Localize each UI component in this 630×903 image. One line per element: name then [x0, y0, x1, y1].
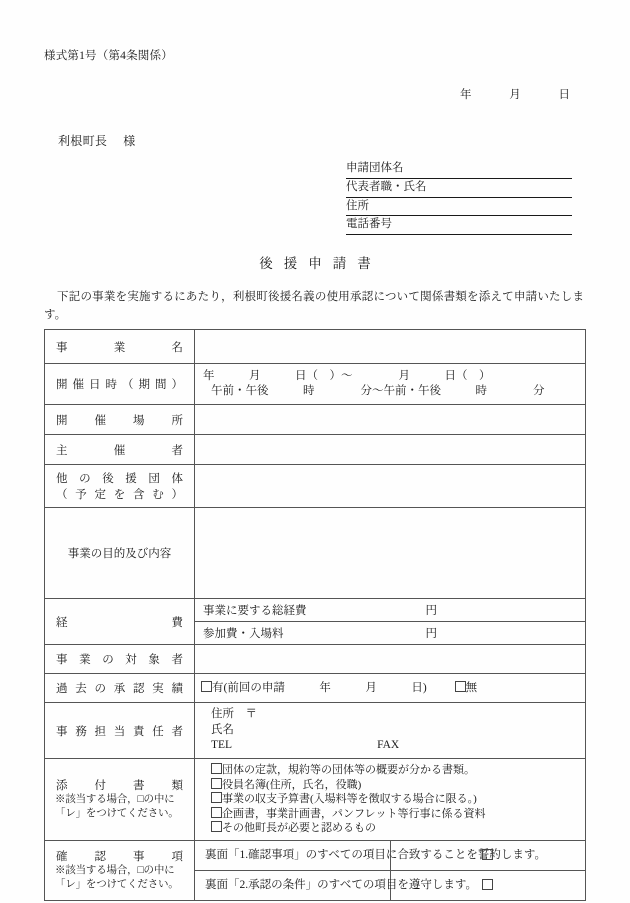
value-purpose[interactable] — [195, 508, 586, 599]
label-cost: 経費 — [45, 599, 195, 645]
table-row-project-name — [45, 330, 586, 364]
applicant-representative-field[interactable]: 代表者職・氏名 — [346, 179, 572, 198]
application-table — [44, 329, 586, 901]
attach-item-label: 団体の定款，規約等の団体等の概要が分かる書類。 — [222, 764, 475, 776]
checkbox-attach-4[interactable] — [211, 807, 222, 818]
table-row-past-record — [45, 674, 586, 703]
list-item[interactable] — [211, 792, 569, 807]
value-datetime[interactable] — [195, 364, 586, 405]
value-target[interactable] — [195, 645, 586, 674]
checkbox-attach-1[interactable] — [211, 763, 222, 774]
staff-name-label: 氏名 — [211, 723, 234, 736]
past-yes-label: 有(前回の申請 年 月 日) — [212, 682, 427, 694]
table-row-datetime — [45, 364, 586, 405]
label-attachments: 添付書類 ※該当する場合，□の中に「レ」をつけてください。 — [45, 759, 195, 841]
past-no-label: 無 — [465, 682, 478, 694]
attach-item-label: 企画書，事業計画書，パンフレット等行事に係る資料 — [222, 807, 486, 820]
label-confirm: 確認事項 ※該当する場合，□の中に「レ」をつけてください。 — [45, 840, 195, 900]
table-row-other-support — [45, 465, 586, 508]
value-cost-total[interactable] — [195, 599, 586, 622]
intro-text: 下記の事業を実施するにあたり，利根町後援名義の使用承認について関係書類を添えて申請いたします。 — [44, 291, 584, 321]
date-month-label: 月 — [509, 89, 521, 101]
checkbox-attach-3[interactable] — [211, 792, 222, 803]
value-attachments[interactable] — [195, 759, 586, 841]
attach-item-label: その他町長が必要と認めるもの — [222, 822, 376, 835]
checkbox-attach-2[interactable] — [211, 778, 222, 789]
attach-item-label: 事業の収支予算書(入場料等を徴収する場合に限る。) — [222, 793, 477, 806]
table-row-confirm-1 — [45, 840, 586, 870]
list-item[interactable] — [211, 778, 569, 793]
form-number: 様式第1号（第4条関係） — [44, 50, 173, 62]
label-datetime: 開催日時（期間） — [45, 364, 195, 405]
value-other-support[interactable] — [195, 465, 586, 508]
cost-fee-label: 参加費・入場料 — [203, 628, 284, 640]
staff-address-label: 住所 〒 — [211, 708, 257, 721]
cost-total-label: 事業に要する総経費 — [203, 605, 307, 617]
datetime-line-1: 年 月 日（ ）～ 月 日（ ） — [203, 370, 491, 382]
applicant-address-field[interactable]: 住所 — [346, 198, 572, 217]
table-row-organizer — [45, 435, 586, 465]
date-day-label: 日 — [558, 89, 570, 101]
addressee-name: 利根町長 — [58, 134, 108, 148]
value-project-name[interactable] — [195, 330, 586, 364]
label-venue: 開催場所 — [45, 405, 195, 435]
addressee-honorific: 様 — [123, 134, 136, 148]
table-row-staff — [45, 703, 586, 759]
value-staff[interactable] — [195, 703, 586, 759]
table-row-target — [45, 645, 586, 674]
label-project-name: 事業名 — [45, 330, 195, 364]
label-organizer: 主催者 — [45, 435, 195, 465]
value-venue[interactable] — [195, 405, 586, 435]
confirm-statement-1: 裏面「1.確認事項」のすべての項目に合致することを誓約します。 — [195, 840, 391, 870]
value-organizer[interactable] — [195, 435, 586, 465]
table-row-purpose — [45, 508, 586, 599]
list-item[interactable] — [211, 807, 569, 822]
label-purpose: 事業の目的及び内容 — [45, 508, 195, 599]
attachment-checkbox-list — [203, 761, 577, 838]
cost-total-unit: 円 — [425, 605, 437, 617]
intro-paragraph — [44, 288, 584, 324]
list-item[interactable] — [211, 821, 569, 836]
checkbox-past-yes[interactable] — [201, 681, 212, 692]
cost-fee-unit: 円 — [425, 628, 437, 640]
document-title: 後援申請書 — [259, 256, 382, 271]
label-target: 事業の対象者 — [45, 645, 195, 674]
value-past-record[interactable] — [195, 674, 586, 703]
staff-fax-label: FAX — [377, 739, 400, 752]
datetime-line-2: 午前・午後 時 分～午前・午後 時 分 — [211, 385, 545, 397]
checkbox-attach-5[interactable] — [211, 821, 222, 832]
list-item[interactable] — [211, 763, 569, 778]
label-other-support: 他の後援団体 （予定を含む） — [45, 465, 195, 508]
label-past-record: 過去の承認実績 — [45, 674, 195, 703]
applicant-group-name-field[interactable]: 申請団体名 — [346, 160, 572, 179]
checkbox-confirm-1[interactable] — [482, 849, 493, 860]
staff-tel-label: TEL — [211, 739, 233, 752]
checkbox-past-no[interactable] — [455, 681, 466, 692]
attach-item-label: 役員名簿(住所，氏名，役職) — [222, 778, 362, 791]
addressee — [58, 132, 135, 149]
date-year-label: 年 — [460, 89, 472, 101]
table-row-attachments — [45, 759, 586, 841]
table-row-venue — [45, 405, 586, 435]
value-cost-fee[interactable] — [195, 622, 586, 645]
checkbox-confirm-2[interactable] — [482, 879, 493, 890]
confirm-statement-2: 裏面「2.承認の条件」のすべての項目を遵守します。 — [195, 870, 391, 900]
applicant-block — [346, 160, 572, 235]
label-staff: 事務担当責任者 — [45, 703, 195, 759]
table-row-cost-total — [45, 599, 586, 622]
applicant-phone-field[interactable]: 電話番号 — [346, 216, 572, 235]
date-line — [460, 86, 570, 102]
